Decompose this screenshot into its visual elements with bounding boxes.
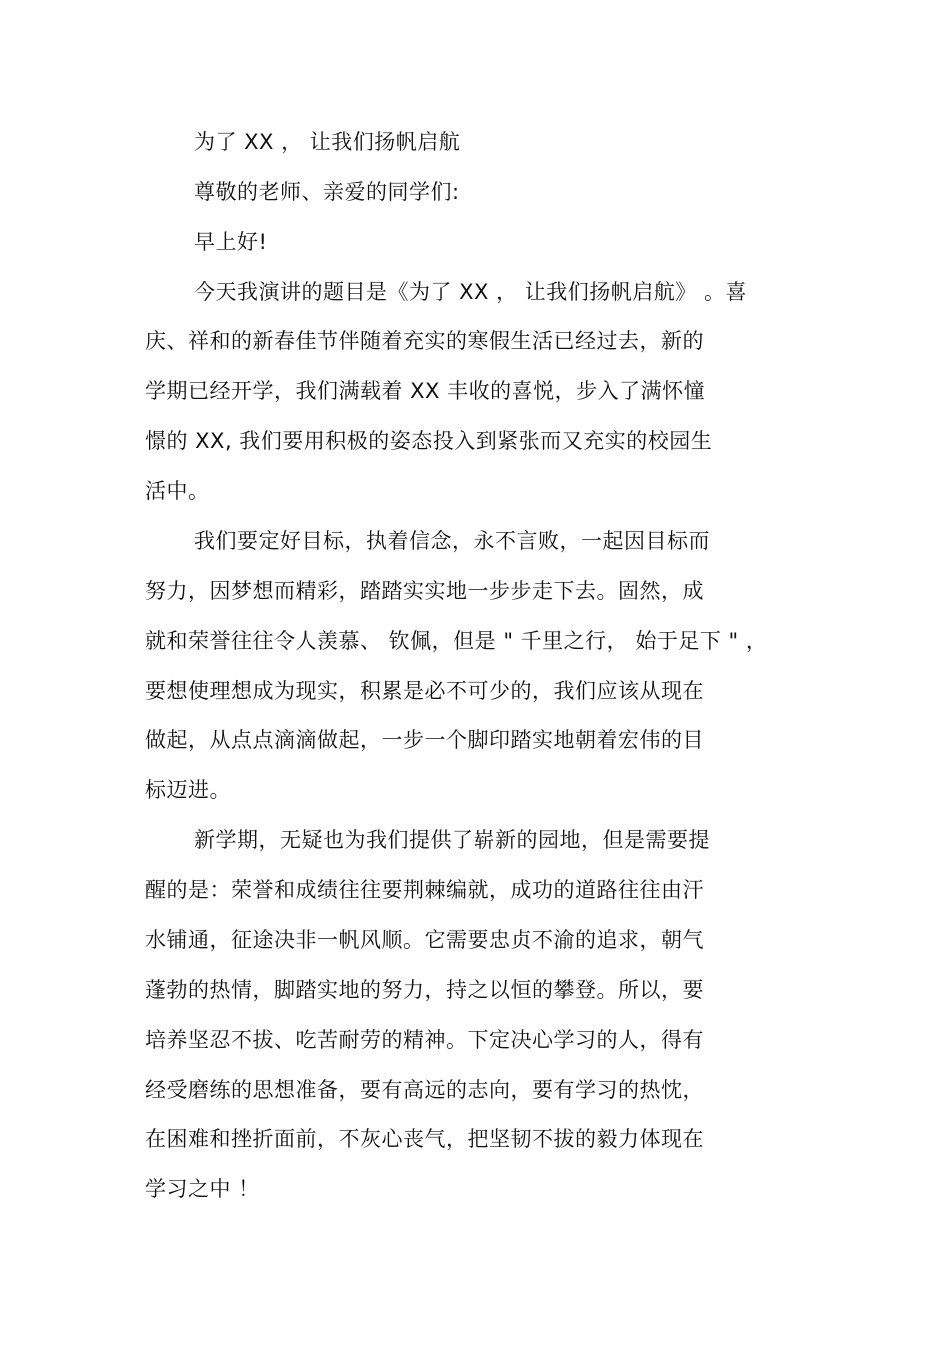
paragraph-3-line: 新学期，无疑也为我们提供了崭新的园地，但是需要提 (194, 828, 710, 852)
paragraph-2-line: 做起，从点点滴滴做起，一步一个脚印踏实地朝着宏伟的目 (145, 728, 704, 752)
paragraph-1-line: 学期已经开学，我们满载着 XX 丰收的喜悦，步入了满怀憧 (145, 379, 706, 403)
paragraph-2-line: 努力，因梦想而精彩，踏踏实实地一步步走下去。固然，成 (145, 579, 704, 603)
paragraph-1-line: 活中。 (145, 479, 210, 503)
paragraph-1-line: 庆、祥和的新春佳节伴随着充实的寒假生活已经过去，新的 (145, 329, 704, 353)
paragraph-2-line: 我们要定好目标，执着信念，永不言败，一起因目标而 (194, 529, 710, 553)
speech-title: 为了 XX ， 让我们扬帆启航 (194, 130, 461, 154)
paragraph-3-line: 蓬勃的热情，脚踏实地的努力，持之以恒的攀登。所以，要 (145, 978, 704, 1002)
paragraph-1-line: 今天我演讲的题目是《为了 XX ， 让我们扬帆启航》 。喜 (194, 280, 747, 304)
paragraph-2-line: 就和荣誉往往令人羡慕、 钦佩，但是 " 千里之行， 始于足下 " ， (145, 629, 768, 653)
paragraph-3-line: 学习之中 ！ (145, 1177, 260, 1201)
paragraph-1-line: 憬的 XX, 我们要用积极的姿态投入到紧张而又充实的校园生 (145, 429, 713, 453)
paragraph-3-line: 在困难和挫折面前，不灰心丧气，把坚韧不拔的毅力体现在 (145, 1127, 704, 1151)
salutation: 尊敬的老师、亲爱的同学们: (194, 180, 460, 204)
paragraph-3-line: 经受磨练的思想准备，要有高远的志向，要有学习的热忱， (145, 1078, 704, 1102)
paragraph-3-line: 培养坚忍不拔、吃苦耐劳的精神。下定决心学习的人，得有 (145, 1028, 704, 1052)
paragraph-3-line: 水铺通，征途决非一帆风顺。它需要忠贞不渝的追求，朝气 (145, 928, 704, 952)
greeting: 早上好! (194, 230, 268, 254)
paragraph-3-line: 醒的是：荣誉和成绩往往要荆棘编就，成功的道路往往由汗 (145, 878, 704, 902)
paragraph-2-line: 标迈进。 (145, 778, 231, 802)
paragraph-2-line: 要想使理想成为现实，积累是必不可少的，我们应该从现在 (145, 679, 704, 703)
